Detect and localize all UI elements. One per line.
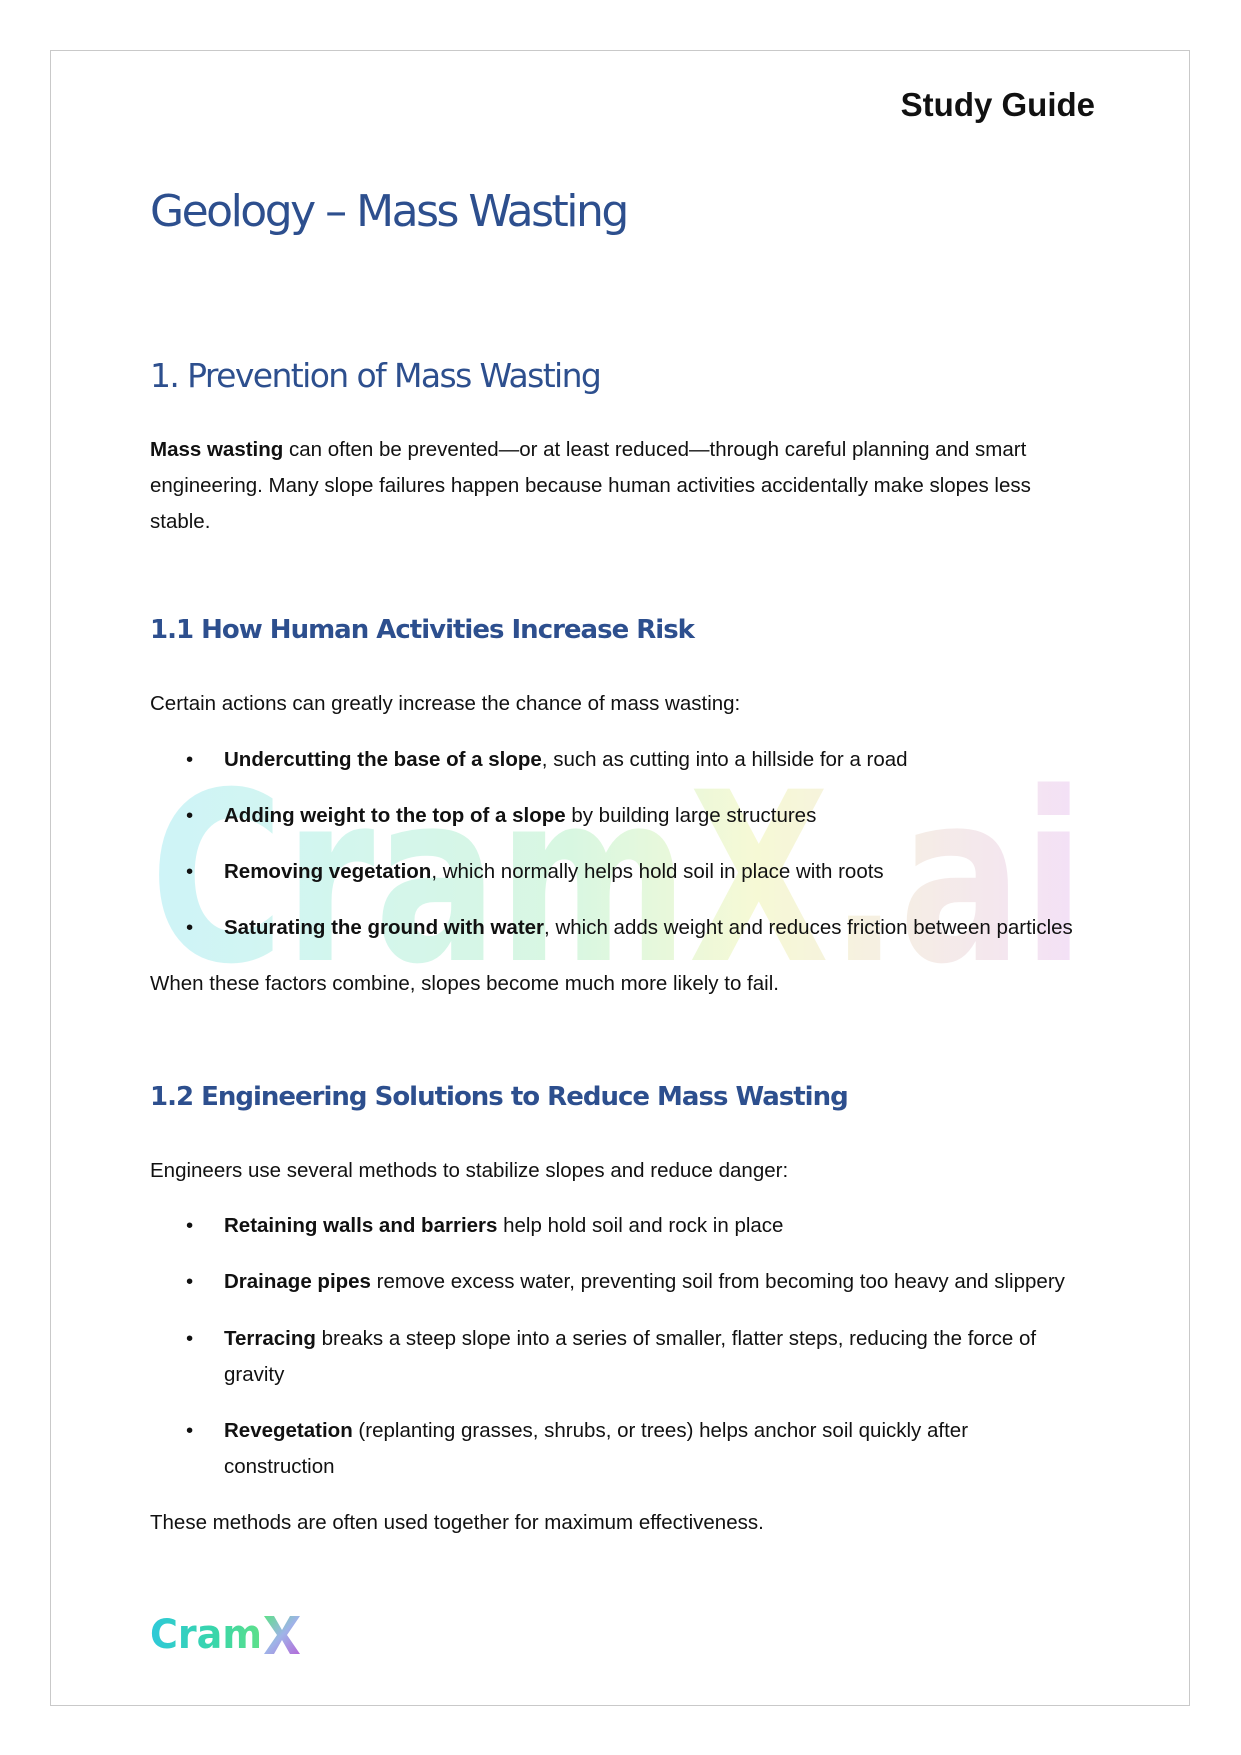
- page-title: Geology – Mass Wasting: [150, 186, 627, 237]
- list-item: [186, 910, 1106, 946]
- subheading-human-activities: 1.1 How Human Activities Increase Risk: [150, 615, 694, 645]
- bullet-icon: •: [186, 804, 194, 827]
- bullet-text: , which adds weight and reduces friction between particles: [544, 916, 1073, 939]
- list-item: [186, 798, 1090, 834]
- bullet-bold: Drainage pipes: [224, 1270, 371, 1293]
- bullet-bold: Retaining walls and barriers: [224, 1214, 498, 1237]
- cramx-logo: [150, 1608, 300, 1658]
- list-item: [186, 1321, 1066, 1393]
- bullet-icon: •: [186, 1419, 194, 1442]
- logo-x-icon: [264, 1616, 300, 1654]
- list-item: [186, 1264, 1106, 1300]
- bullet-icon: •: [186, 748, 194, 771]
- bullet-icon: •: [186, 916, 194, 939]
- intro-bold-term: Mass wasting: [150, 438, 284, 461]
- human-activities-outro: When these factors combine, slopes become much more likely to fail.: [150, 972, 779, 995]
- bullet-text: help hold soil and rock in place: [497, 1214, 784, 1237]
- intro-paragraph: [150, 432, 1090, 540]
- bullet-icon: •: [186, 1327, 194, 1350]
- bullet-text: , such as cutting into a hillside for a road: [541, 748, 908, 771]
- bullet-text: breaks a steep slope into a series of smaller, flatter steps, reducing the force of gravity: [224, 1327, 1037, 1386]
- bullet-icon: •: [186, 860, 194, 883]
- section-heading-prevention: 1. Prevention of Mass Wasting: [150, 356, 601, 395]
- list-item: [186, 1413, 1006, 1485]
- logo-text: Cram: [150, 1612, 262, 1658]
- bullet-bold: Adding weight to the top of a slope: [224, 804, 566, 827]
- watermark-text: CramX.ai: [150, 743, 1085, 1000]
- human-activities-intro: Certain actions can greatly increase the chance of mass wasting:: [150, 692, 741, 715]
- bullet-bold: Undercutting the base of a slope: [224, 748, 542, 771]
- subheading-engineering-solutions: 1.2 Engineering Solutions to Reduce Mass Wasting: [150, 1082, 848, 1112]
- bullet-text: , which normally helps hold soil in place with roots: [431, 860, 884, 883]
- bullet-text: (replanting grasses, shrubs, or trees) helps anchor soil quickly after construction: [224, 1419, 969, 1478]
- list-item: [186, 1208, 1090, 1244]
- list-item: [186, 742, 1090, 778]
- bullet-icon: •: [186, 1270, 194, 1293]
- list-item: [186, 854, 1090, 890]
- intro-text: can often be prevented—or at least reduced—through careful planning and smart engineering. Many slope failures happen because human activities accidentally make slopes less stable.: [150, 438, 1031, 533]
- bullet-text: by building large structures: [565, 804, 817, 827]
- engineering-outro: These methods are often used together for maximum effectiveness.: [150, 1511, 764, 1534]
- engineering-intro: Engineers use several methods to stabilize slopes and reduce danger:: [150, 1159, 789, 1182]
- bullet-bold: Revegetation: [224, 1419, 353, 1442]
- bullet-bold: Saturating the ground with water: [224, 916, 545, 939]
- study-guide-label: Study Guide: [900, 86, 1095, 123]
- bullet-text: remove excess water, preventing soil from becoming too heavy and slippery: [370, 1270, 1065, 1293]
- bullet-icon: •: [186, 1214, 194, 1237]
- bullet-bold: Terracing: [224, 1327, 316, 1350]
- bullet-bold: Removing vegetation: [224, 860, 432, 883]
